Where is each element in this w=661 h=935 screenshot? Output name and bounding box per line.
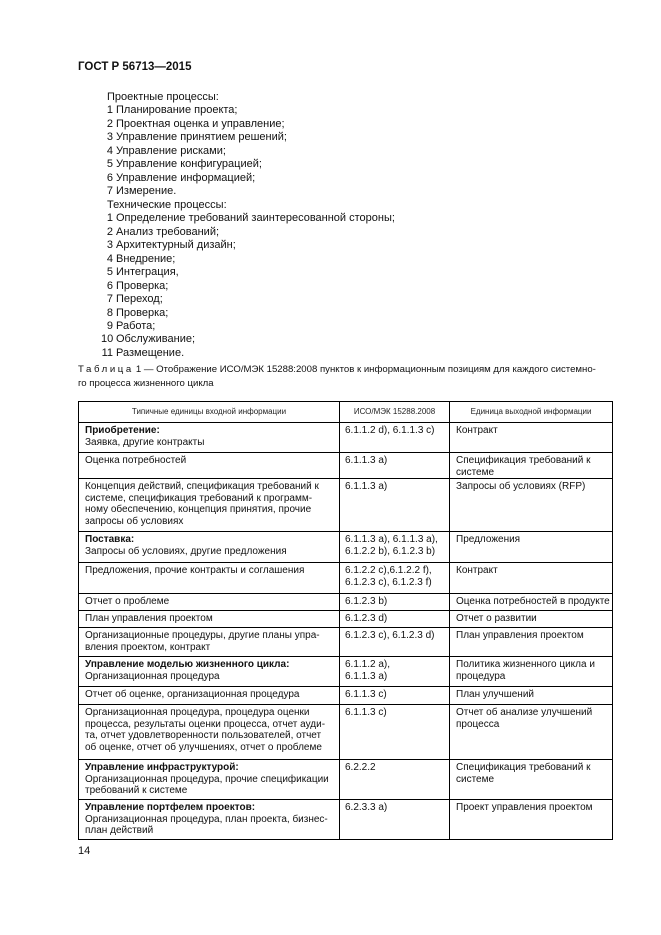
input-text: Отчет об оценке, организационная процедура [85,689,300,700]
input-text: Организационная процедура, процедура оценки процесса, результаты оценки процесса, отчет ауди- та, отчет удовлетворенности пользователей, отчет об оценке, отчет об улучшениях, отчет о проблеме [85,707,326,753]
output-text: Отчет о развитии [456,613,537,624]
clauses-cell [340,532,450,563]
clauses-text: 6.2.3.3 a) [345,802,388,813]
item-number: 9 [106,319,113,332]
input-text: Организационная процедура [85,670,220,682]
table-header-row [79,402,613,423]
mapping-table [78,401,613,840]
output-text: План улучшений [456,689,534,700]
item-number: 4 [106,252,113,265]
clauses-text: 6.1.2.3 b) [345,596,388,607]
item-text: Управление информацией; [116,171,256,184]
list-item [101,307,521,320]
input-text: План управления проектом [85,613,213,624]
item-text: Управление принятием решений; [116,131,287,144]
project-processes-heading: Проектные процессы: [107,91,219,103]
list-item [101,333,521,346]
column-header-clauses: ИСО/МЭК 15288.2008 [340,402,450,423]
table-row [79,479,613,532]
item-text: Размещение. [116,346,185,359]
clauses-cell [340,611,450,628]
output-text: Проект управления проектом [456,802,593,813]
output-cell [450,760,613,800]
clauses-cell [340,479,450,532]
table-row [79,760,613,800]
item-number: 4 [106,144,113,157]
item-number: 3 [106,239,113,252]
caption-line-2: го процесса жизненного цикла [78,378,214,389]
input-cell [79,800,340,840]
input-text: Концепция действий, спецификация требований к системе, спецификация требований к программ- ному обеспечению, концепция принятия, прочие запросы об условиях [85,481,319,527]
clauses-text: 6.1.1.3 a), 6.1.1.3 a), 6.1.2.2 b), 6.1.2.3 b) [345,534,438,557]
clauses-text: 6.1.1.2 a), 6.1.1.3 a) [345,659,391,682]
table-row [79,705,613,760]
output-text: Предложения [456,534,521,545]
output-cell [450,800,613,840]
input-text: Оценка потребностей [85,455,187,466]
list-item [101,104,521,117]
clauses-text: 6.1.1.3 c) [345,689,387,700]
list-item [101,212,521,225]
list-item [101,158,521,171]
output-cell [450,628,613,657]
output-text: Политика жизненного цикла и процедура [456,659,595,682]
output-cell [450,594,613,611]
table-row [79,628,613,657]
list-item [101,226,521,239]
input-cell [79,479,340,532]
item-number: 10 [101,333,114,346]
group-title: Управление портфелем проектов: [85,802,256,813]
input-cell [79,705,340,760]
item-text: Переход; [116,293,163,306]
item-text: Определение требований заинтересованной стороны; [116,212,395,225]
item-number: 2 [106,117,113,130]
item-text: Планирование проекта; [116,104,238,117]
item-text: Архитектурный дизайн; [116,239,236,252]
output-cell [450,479,613,532]
list-item [101,131,521,144]
input-cell [79,687,340,705]
output-cell [450,423,613,453]
item-number: 5 [106,158,113,171]
item-text: Внедрение; [116,252,176,265]
clauses-text: 6.1.1.3 a) [345,455,388,466]
table-row [79,453,613,479]
item-text: Анализ требований; [116,225,220,238]
input-cell [79,760,340,800]
input-text: Запросы об условиях, другие предложения [85,545,287,557]
table-row [79,800,613,840]
clauses-text: 6.1.1.3 c) [345,707,387,718]
input-text: Предложения, прочие контракты и соглашения [85,565,305,576]
item-text: Интеграция, [116,266,179,279]
list-item [101,253,521,266]
item-number: 3 [106,131,113,144]
clauses-text: 6.1.2.2 c),6.1.2.2 f), 6.1.2.3 c), 6.1.2.3 f) [345,565,432,588]
output-text: Спецификация требований к системе [456,455,591,478]
input-text: Отчет о проблеме [85,596,170,607]
clauses-text: 6.1.2.3 c), 6.1.2.3 d) [345,630,435,641]
list-item [101,266,521,279]
clauses-cell [340,594,450,611]
caption-label: Таблица [78,364,134,375]
process-list [101,91,521,360]
output-text: Отчет об анализе улучшений процесса [456,707,593,730]
item-number: 6 [106,171,113,184]
input-cell [79,453,340,479]
item-number: 11 [101,346,113,359]
output-text: План управления проектом [456,630,584,641]
item-number: 1 [106,212,113,225]
item-text: Обслуживание; [116,333,196,346]
input-text: Организационная процедура, прочие спецификации требований к системе [85,773,329,796]
item-text: Проверка; [116,279,169,292]
list-item [101,293,521,306]
input-text: Заявка, другие контракты [85,436,205,448]
clauses-cell [340,800,450,840]
group-title: Управление моделью жизненного цикла: [85,659,290,670]
table-row [79,563,613,594]
item-text: Проверка; [116,306,169,319]
input-text: Организационная процедура, план проекта, бизнес- план действий [85,813,328,836]
list-item [101,239,521,252]
item-text: Работа; [116,319,156,332]
technical-processes-heading: Технические процессы: [107,198,227,211]
clauses-cell [340,760,450,800]
clauses-text: 6.1.1.2 d), 6.1.1.3 c) [345,425,435,436]
input-cell [79,594,340,611]
input-text: Организационные процедуры, другие планы упра- вления проектом, контракт [85,630,320,653]
output-text: Контракт [456,565,498,576]
column-header-output: Единица выходной информации [450,402,613,423]
output-text: Запросы об условиях (RFP) [456,481,586,492]
clauses-cell [340,423,450,453]
item-number: 5 [106,266,113,279]
clauses-cell [340,687,450,705]
group-title: Управление инфраструктурой: [85,762,239,773]
list-item [101,145,521,158]
output-cell [450,657,613,687]
output-cell [450,563,613,594]
item-number: 6 [106,279,113,292]
item-number: 2 [106,225,113,238]
input-cell [79,563,340,594]
output-text: Спецификация требований к системе [456,762,591,785]
output-cell [450,611,613,628]
clauses-cell [340,657,450,687]
output-cell [450,453,613,479]
item-number: 1 [106,104,113,117]
input-cell [79,657,340,687]
item-text: Управление рисками; [116,144,226,157]
output-text: Оценка потребностей в продукте [456,596,610,607]
clauses-cell [340,563,450,594]
item-number: 7 [106,293,113,306]
caption-line-1 [78,363,612,377]
item-text: Проектная оценка и управление; [116,117,285,130]
input-cell [79,628,340,657]
document-code: ГОСТ Р 56713—2015 [78,61,192,73]
list-item [101,185,521,198]
item-number: 7 [106,185,113,198]
clauses-cell [340,628,450,657]
table-caption [78,363,612,391]
table-row [79,594,613,611]
clauses-text: 6.1.2.3 d) [345,613,388,624]
list-item [101,280,521,293]
table-row [79,657,613,687]
clauses-text: 6.1.1.3 a) [345,481,388,492]
clauses-cell [340,453,450,479]
input-cell [79,423,340,453]
output-cell [450,687,613,705]
output-text: Контракт [456,425,498,436]
item-text: Управление конфигурацией; [116,158,262,171]
table-row [79,423,613,453]
group-title: Поставка: [85,534,135,545]
input-cell [79,611,340,628]
list-item [101,172,521,185]
caption-text: 1 — Отображение ИСО/МЭК 15288:2008 пунктов к информационным позициям для каждого системно- [135,364,596,375]
input-cell [79,532,340,563]
list-item [101,347,521,360]
table-row [79,687,613,705]
list-item [101,118,521,131]
item-text: Измерение. [116,185,177,198]
table-row [79,532,613,563]
item-number: 8 [106,306,113,319]
table-row [79,611,613,628]
clauses-text: 6.2.2.2 [345,762,376,773]
output-cell [450,705,613,760]
group-title: Приобретение: [85,425,160,436]
page-number: 14 [78,845,91,857]
column-header-input: Типичные единицы входной информации [79,402,340,423]
list-item [101,320,521,333]
clauses-cell [340,705,450,760]
output-cell [450,532,613,563]
